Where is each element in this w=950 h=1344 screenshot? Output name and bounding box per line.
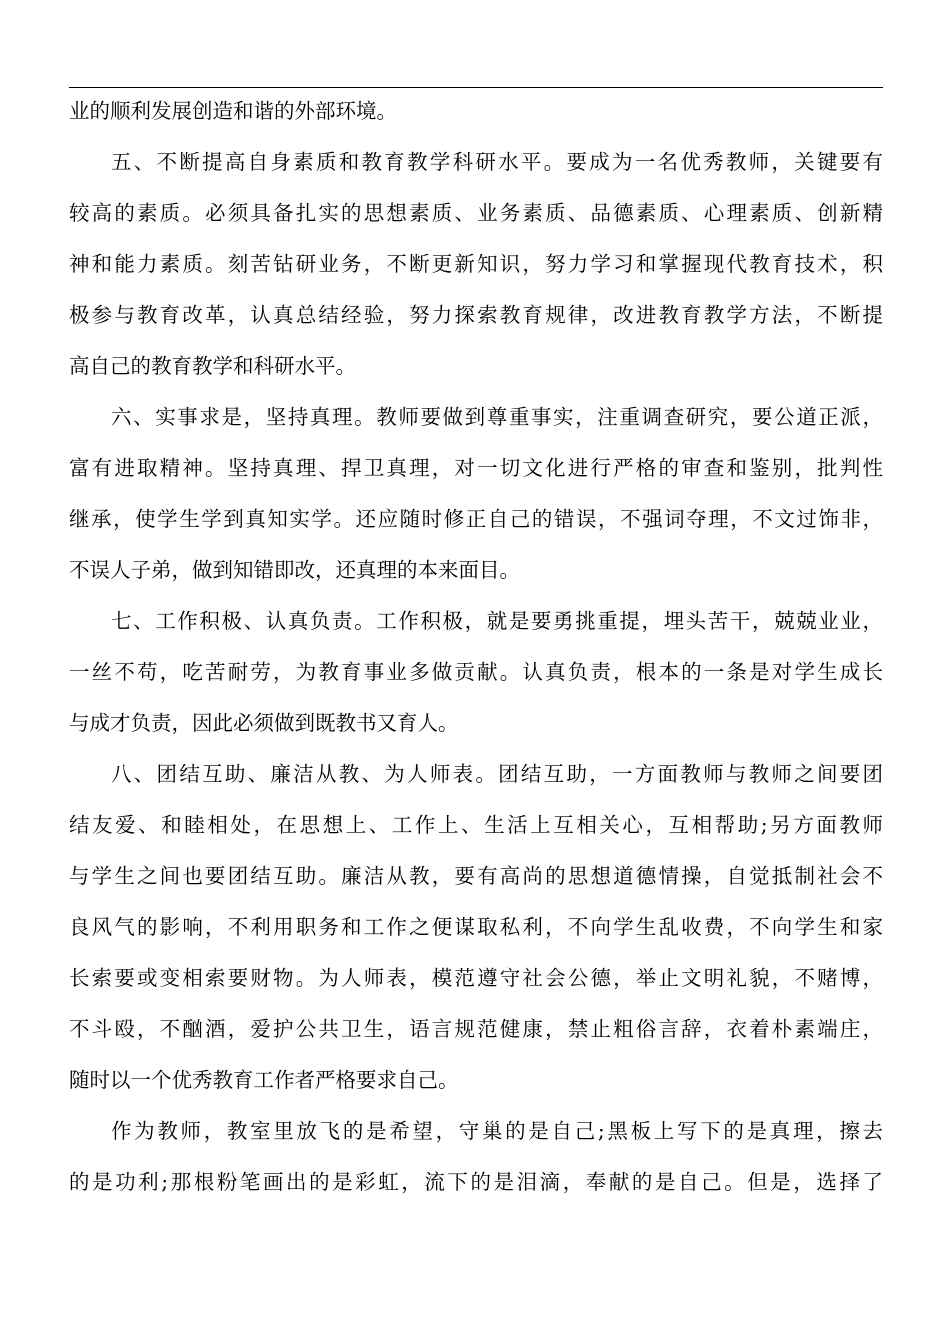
text-line: 极参与教育改革，认真总结经验，努力探索教育规律，改进教育教学方法，不断提 — [69, 303, 883, 327]
text-line: 高自己的教育教学和科研水平。 — [69, 354, 356, 378]
paragraph-6-line-1: 六、实事求是，坚持真理。教师要做到尊重事实，注重调查研究，要公道正派， — [111, 405, 883, 429]
text-line: 神和能力素质。刻苦钻研业务，不断更新知识，努力学习和掌握现代教育技术，积 — [69, 252, 883, 276]
text-line: 不斗殴，不酗酒，爱护公共卫生，语言规范健康，禁止粗俗言辞，衣着朴素端庄， — [69, 1017, 883, 1041]
text-line: 一丝不苟，吃苦耐劳，为教育事业多做贡献。认真负责，根本的一条是对学生成长 — [69, 660, 883, 684]
text-line: 继承，使学生学到真知实学。还应随时修正自己的错误，不强词夺理，不文过饰非， — [69, 507, 883, 531]
text-line: 与学生之间也要团结互助。廉洁从教，要有高尚的思想道德情操，自觉抵制社会不 — [69, 864, 883, 888]
paragraph-8-line-1: 八、团结互助、廉洁从教、为人师表。团结互助，一方面教师与教师之间要团 — [111, 762, 883, 786]
text-line: 长索要或变相索要财物。为人师表，模范遵守社会公德，举止文明礼貌，不赌博， — [69, 966, 883, 990]
text-line: 较高的素质。必须具备扎实的思想素质、业务素质、品德素质、心理素质、创新精 — [69, 201, 883, 225]
text-line: 业的顺利发展创造和谐的外部环境。 — [69, 99, 397, 123]
text-line: 随时以一个优秀教育工作者严格要求自己。 — [69, 1068, 459, 1092]
text-line: 良风气的影响，不利用职务和工作之便谋取私利，不向学生乱收费，不向学生和家 — [69, 915, 883, 939]
paragraph-9-line-1: 作为教师，教室里放飞的是希望，守巢的是自己;黑板上写下的是真理，擦去 — [111, 1119, 883, 1143]
header-rule — [69, 87, 883, 88]
text-line: 富有进取精神。坚持真理、捍卫真理，对一切文化进行严格的审查和鉴别，批判性 — [69, 456, 883, 480]
text-line: 结友爱、和睦相处，在思想上、工作上、生活上互相关心，互相帮助;另方面教师 — [69, 813, 883, 837]
paragraph-7-line-1: 七、工作积极、认真负责。工作积极，就是要勇挑重提，埋头苦干，兢兢业业， — [111, 609, 883, 633]
paragraph-5-line-1: 五、不断提高自身素质和教育教学科研水平。要成为一名优秀教师，关键要有 — [111, 150, 883, 174]
text-line: 的是功利;那根粉笔画出的是彩虹，流下的是泪滴，奉献的是自己。但是，选择了 — [69, 1170, 883, 1194]
text-line: 不误人子弟，做到知错即改，还真理的本来面目。 — [69, 558, 520, 582]
text-line: 与成才负责，因此必须做到既教书又育人。 — [69, 711, 459, 735]
